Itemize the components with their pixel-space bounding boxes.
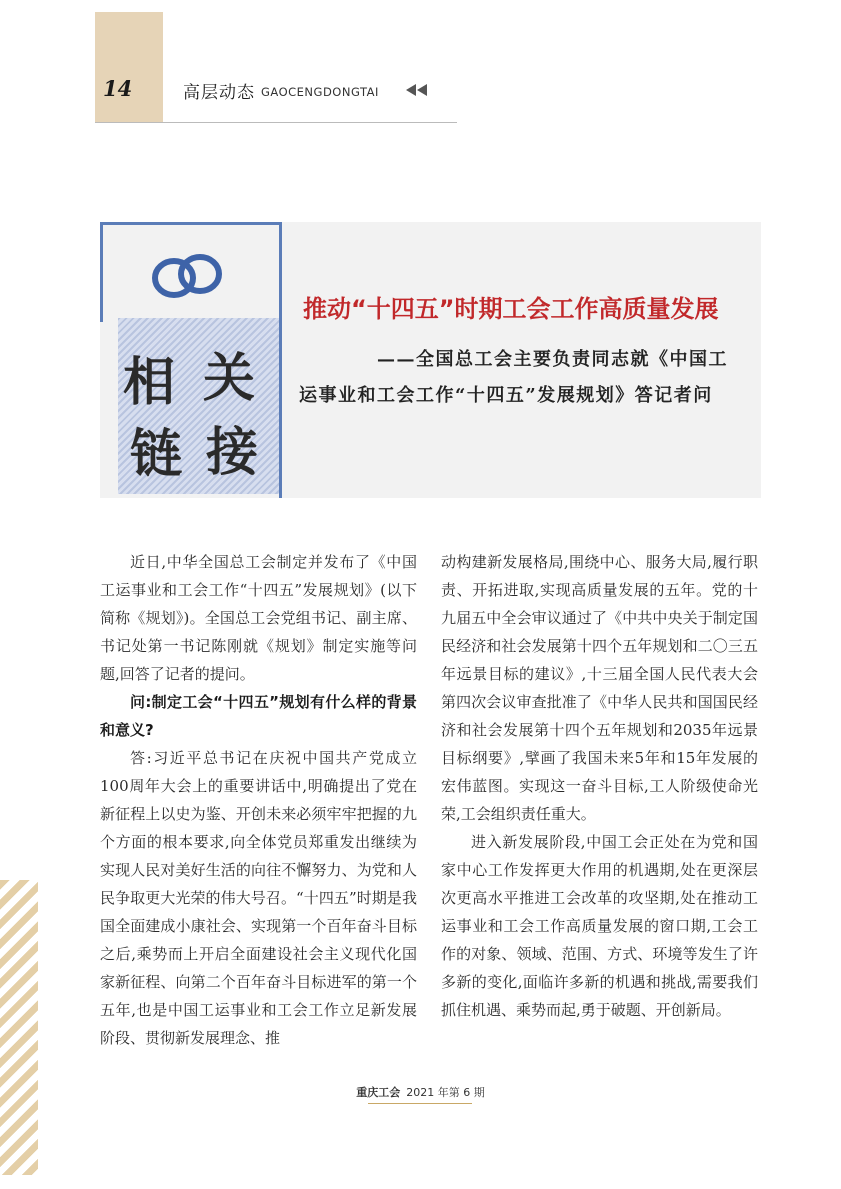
banner-char-3: 链 — [130, 424, 183, 485]
page-number: 14 — [103, 76, 133, 101]
banner-title: 推动“十四五”时期工会工作高质量发展 — [303, 295, 719, 323]
banner-char-2: 关 — [203, 348, 256, 409]
section-pinyin: GAOCENGDONGTAI — [261, 85, 379, 99]
banner-subtitle-line1: ——全国总工会主要负责同志就《中国工 — [377, 349, 728, 370]
page-footer — [0, 1084, 841, 1100]
article-paragraph: 进入新发展阶段,中国工会正处在为党和国家中心工作发挥更大作用的机遇期,处在更深层次更高水平推进工会改革的攻坚期,处在推动工运事业和工会工作高质量发展的窗口期,工会工作的对象、领域、范围、方式、环境等发生了许多新的变化,面临许多新的机遇和挑战,需要我们抓住机遇、乘势而起,勇于破题、开创新局。 — [441, 833, 758, 1019]
footer-divider — [368, 1103, 472, 1104]
article-right-column — [441, 548, 758, 1024]
issue-number: 2021 年第 6 期 — [406, 1086, 485, 1099]
question-heading: 问:制定工会“十四五”规划有什么样的背景和意义? — [100, 693, 417, 739]
article-paragraph: 答:习近平总书记在庆祝中国共产党成立100周年大会上的重要讲话中,明确提出了党在新征程上以史为鉴、开创未来必须牢牢把握的九个方面的根本要求,向全体党员郑重发出继续为实现人民对美好生活的向往不懈努力、为党和人民争取更大光荣的伟大号召。“十四五”时期是我国全面建成小康社会、实现第一个百年奋斗目标之后,乘势而上开启全面建设社会主义现代化国家新征程、向第二个百年奋斗目标进军的第一个五年,也是中国工运事业和工会工作立足新发展阶段、贯彻新发展理念、推 — [100, 749, 417, 1047]
banner-char-4: 接 — [206, 422, 259, 483]
banner-subtitle-line2: 运事业和工会工作“十四五”发展规划》答记者问 — [299, 385, 713, 406]
article-left-column — [100, 548, 417, 1052]
decorative-stripes — [0, 880, 38, 1175]
article-paragraph: 动构建新发展格局,围绕中心、服务大局,履行职责、开拓进取,实现高质量发展的五年。党的十九届五中全会审议通过了《中共中央关于制定国民经济和社会发展第十四个五年规划和二〇三五年远景目标的建议》,十三届全国人民代表大会第四次会议审查批准了《中华人民共和国国民经济和社会发展第十四个五年规划和2035年远景目标纲要》,擘画了我国未来5年和15年发展的宏伟蓝图。实现这一奋斗目标,工人阶级使命光荣,工会组织责任重大。 — [441, 553, 758, 823]
article-paragraph: 近日,中华全国总工会制定并发布了《中国工运事业和工会工作“十四五”发展规划》(以下简称《规划》)。全国总工会党组书记、副主席、书记处第一书记陈刚就《规划》制定实施等问题,回答了记者的提问。 — [100, 553, 417, 683]
double-left-arrow-icon — [406, 84, 428, 96]
header-tab-block — [95, 12, 163, 122]
banner-char-1: 相 — [123, 352, 176, 413]
linked-rings-icon — [148, 244, 228, 308]
header-divider — [95, 122, 457, 123]
magazine-name: 重庆工会 — [356, 1086, 401, 1099]
section-title: 高层动态 — [183, 83, 255, 103]
